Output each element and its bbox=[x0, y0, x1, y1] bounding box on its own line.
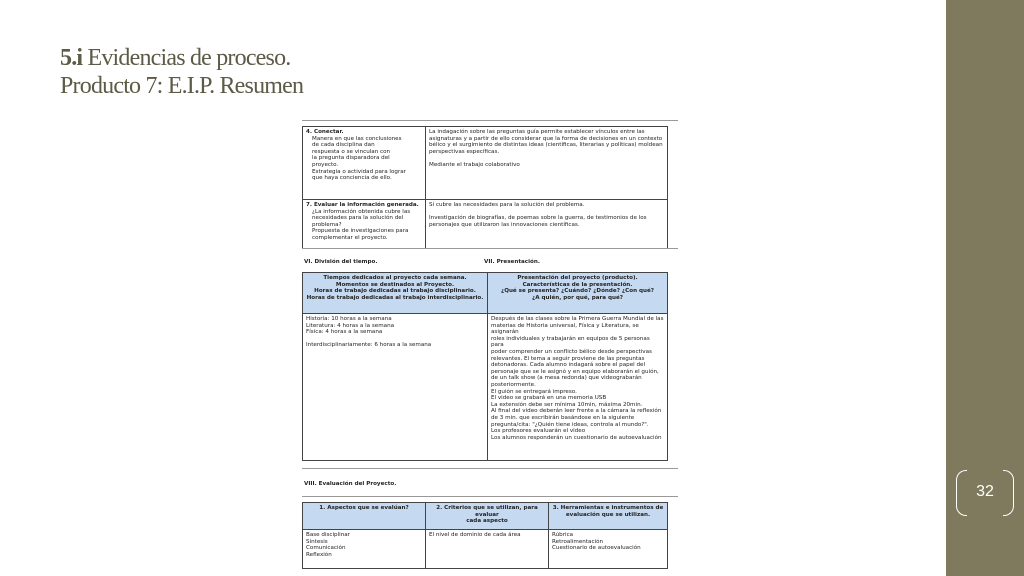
table-cell bbox=[303, 200, 426, 249]
table-header bbox=[488, 273, 668, 314]
document-image bbox=[302, 118, 678, 576]
table-time-presentation bbox=[302, 272, 668, 461]
table-header bbox=[303, 503, 426, 530]
table-cell bbox=[303, 530, 426, 569]
table-cell bbox=[303, 314, 488, 461]
section-evaluacion: VIII. Evaluación del Proyecto. bbox=[304, 481, 397, 487]
table-cell bbox=[549, 530, 668, 569]
cell-text: Sí cubre las necesidades para la solución del problema. Investigación de biografías, de poemas sobre la guerra, de testimonios de los personajes que utilizaron las innovaciones científicas. bbox=[429, 202, 647, 228]
section-rule bbox=[302, 496, 678, 497]
page-number-badge bbox=[956, 470, 1014, 514]
title-line-1: Evidencias de proceso. bbox=[87, 45, 291, 71]
cell-text: Rúbrica Retroalimentación Cuestionario de autoevaluación bbox=[552, 532, 641, 552]
cell-title: 4. Conectar. bbox=[306, 129, 344, 135]
table-header bbox=[549, 503, 668, 530]
table-row bbox=[303, 127, 668, 200]
table-cell bbox=[303, 127, 426, 200]
table-row bbox=[303, 530, 668, 569]
header-text: 2. Criterios que se utilizan, para evaluar cada aspecto bbox=[436, 505, 538, 525]
header-text: Tiempos dedicados al proyecto cada semana. Momentos se destinados al Proyecto. Horas de trabajo dedicadas al trabajo disciplinario. Horas de trabajo dedicadas al trabajo interdisciplinario. bbox=[306, 275, 484, 301]
title-line-2: Producto 7: E.I.P. Resumen bbox=[60, 73, 304, 99]
table-cell bbox=[426, 530, 549, 569]
cell-text: Manera en que las conclusiones de cada disciplina dan respuesta o se vinculan con la pregunta disparadora del proyecto. Estrategia o actividad para lograr que haya conciencia de ello. bbox=[312, 135, 406, 182]
cell-text: Después de las clases sobre la Primera Guerra Mundial de las materias de Historia universal, Física y Literatura, se asignarán roles individuales y trabajarán en equipos de 5 personas para poder comprender un conflicto bélico desde perspectivas relevantes. El tema a seguir proviene de las preguntas detonadoras. Cada alumno indagará sobre el papel del personaje que se le asignó y en equipo elaborarán el guión, de un talk show (a mesa redonda) que videograbarán posteriormente. El guión se entregará impreso. El video se grabará en una memoria USB La extensión debe ser mínima 10min, máxima 20min. Al final del video deberán leer frente a la cámara la reflexión de 3 min. que escribirán basándose en la siguiente pregunta/cita: "¿Quién tiene ideas, controla al mundo?". Los profesores evaluarán el video Los alumnos responderán un cuestionario de autoevaluación bbox=[491, 316, 664, 441]
section-presentacion: VII. Presentación. bbox=[484, 259, 540, 265]
section-rule bbox=[302, 468, 678, 469]
table-header bbox=[303, 273, 488, 314]
top-rule bbox=[302, 120, 678, 121]
table-row bbox=[303, 503, 668, 530]
slide-title bbox=[60, 44, 303, 100]
cell-text: La indagación sobre las preguntas guía permite establecer vínculos entre las asignaturas y a partir de ello considerar que la forma de decisiones en un contexto bélico y el surgimiento de distintas ideas (científicas, literarias y políticas) moldean perspectivas específicas. Mediante el trabajo colaborativo bbox=[429, 129, 663, 168]
table-row bbox=[303, 273, 668, 314]
table-cell bbox=[426, 127, 668, 200]
title-number: 5.i bbox=[60, 45, 83, 71]
header-text: Presentación del proyecto (producto). Características de la presentación. ¿Qué se presenta? ¿Cuándo? ¿Dónde? ¿Con qué? ¿A quién, por qué, para qué? bbox=[500, 275, 655, 301]
header-text: 3. Herramientas e instrumentos de evaluación que se utilizan. bbox=[552, 505, 664, 518]
section-division-tiempo: VI. División del tiempo. bbox=[304, 259, 378, 265]
left-bracket bbox=[956, 470, 967, 516]
table-header bbox=[426, 503, 549, 530]
table-cell bbox=[488, 314, 668, 461]
table-evaluation bbox=[302, 502, 668, 569]
table-row bbox=[303, 314, 668, 461]
section-rule bbox=[302, 248, 678, 249]
right-bracket bbox=[1003, 470, 1014, 516]
cell-title: 7. Evaluar la información generada. bbox=[306, 202, 419, 208]
header-text: 1. Aspectos que se evalúan? bbox=[319, 505, 409, 511]
cell-text: ¿La información obtenida cubre las necesidades para la solución del problema? Propuesta de investigaciones para complementar el proyecto. bbox=[312, 208, 411, 241]
cell-text: El nivel de dominio de cada área bbox=[429, 532, 521, 538]
table-cell bbox=[426, 200, 668, 249]
table-connect-evaluate bbox=[302, 126, 668, 249]
cell-text: Base disciplinar Síntesis Comunicación Reflexión bbox=[306, 532, 350, 558]
cell-text: Historia: 10 horas a la semana Literatura: 4 horas a la semana Física: 4 horas a la semana Interdisciplinariamente: 6 horas a la semana bbox=[306, 316, 432, 349]
page-number: 32 bbox=[976, 483, 994, 500]
table-row bbox=[303, 200, 668, 249]
